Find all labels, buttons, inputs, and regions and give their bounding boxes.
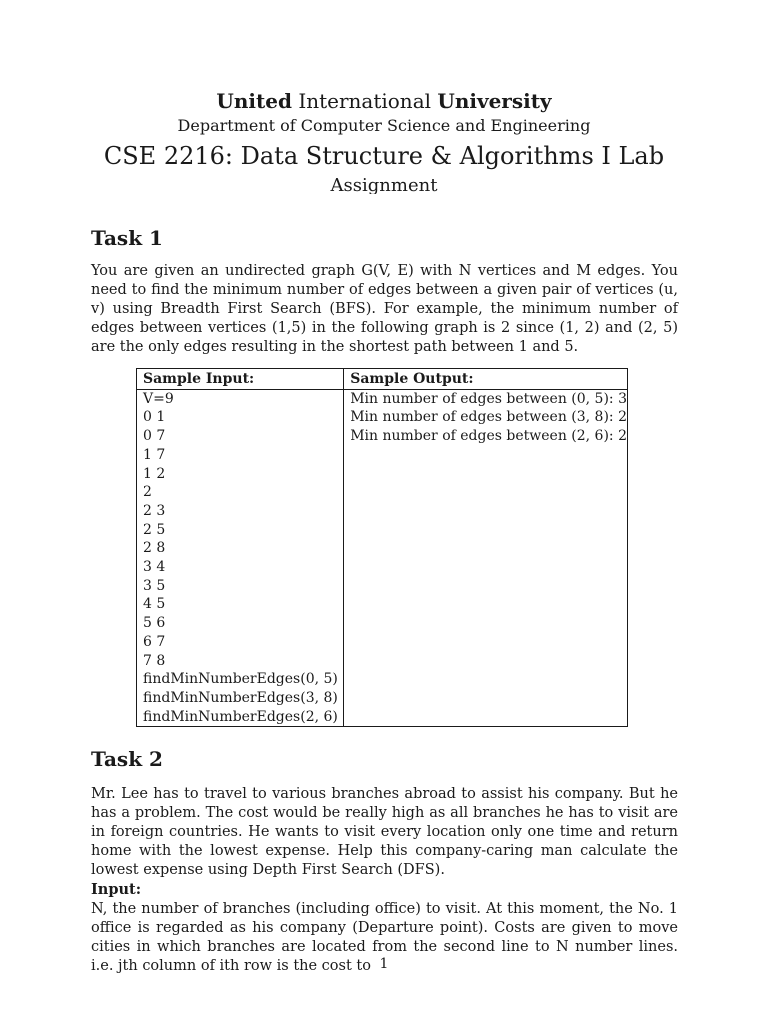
- task1-description: You are given an undirected graph G(V, E) with N vertices and M edges. You need to find the minimum number of edges between a given pair of vertices (u, v) using Breadth First Search (BFS). For example, the minimum number of edges between vertices (1,5) in the following graph is 2 since (1, 2) and (2, 5) are the only edges resulting in the shortest path between 1 and 5.: [91, 263, 678, 355]
- table-body-row: [137, 389, 628, 727]
- input-line: findMinNumberEdges(3, 8): [143, 689, 338, 706]
- university-word-international: International: [298, 89, 432, 113]
- university-word-united: United: [216, 89, 292, 113]
- input-line: 2 5: [143, 521, 166, 538]
- input-line: findMinNumberEdges(0, 5): [143, 671, 338, 688]
- input-line: 0 1: [143, 409, 166, 426]
- input-line: 2: [143, 484, 152, 501]
- input-line: 3 5: [143, 577, 166, 594]
- input-line: V=9: [143, 390, 174, 407]
- university-name: [0, 88, 768, 114]
- task2-heading: Task 2: [91, 747, 163, 771]
- sample-input-header: Sample Input:: [137, 369, 344, 390]
- input-line: 7 8: [143, 652, 166, 669]
- input-line: 2 8: [143, 540, 166, 557]
- task2-description-text: Mr. Lee has to travel to various branches abroad to assist his company. But he has a problem. The cost would be really high as all branches he has to visit are in foreign countries. He wants to visit every location only one time and return home with the lowest expense. Help this company-caring man calculate the lowest expense using Depth First Search (DFS).: [91, 786, 678, 878]
- output-line: Min number of edges between (3, 8): 2: [350, 409, 627, 426]
- university-word-university: University: [437, 89, 552, 113]
- sample-output-header: Sample Output:: [344, 369, 628, 390]
- sample-output-cell: [344, 389, 628, 727]
- input-line: 0 7: [143, 428, 166, 445]
- task1-heading: Task 1: [91, 226, 163, 250]
- input-line: 1 2: [143, 465, 166, 482]
- input-line: findMinNumberEdges(2, 6): [143, 708, 338, 725]
- page-number: 1: [379, 956, 389, 972]
- input-line: 4 5: [143, 596, 166, 613]
- department-name: Department of Computer Science and Engineering: [177, 116, 591, 135]
- sample-io-table: [136, 368, 628, 727]
- input-line: 3 4: [143, 559, 166, 576]
- input-line: 5 6: [143, 615, 166, 632]
- input-line: 6 7: [143, 633, 166, 650]
- task2-input-label: Input:: [91, 881, 142, 898]
- assignment-title: [0, 174, 768, 194]
- output-line: Min number of edges between (2, 6): 2: [350, 428, 627, 445]
- input-line: 1 7: [143, 446, 166, 463]
- course-title: CSE 2216: Data Structure & Algorithms I Lab: [103, 142, 665, 170]
- sample-input-cell: [137, 389, 344, 727]
- task2-description: [91, 785, 678, 976]
- assignment-label: Assignment: [330, 175, 438, 194]
- task2-input-text: N, the number of branches (including office) to visit. At this moment, the No. 1 office is regarded as his company (Departure point). Costs are given to move cities in which branches are located from the second line to N number lines. i.e. jth column of ith row is the cost to: [91, 901, 678, 974]
- table-header-row: [137, 369, 628, 390]
- output-line: Min number of edges between (0, 5): 3: [350, 390, 627, 407]
- input-line: 2 3: [143, 502, 166, 519]
